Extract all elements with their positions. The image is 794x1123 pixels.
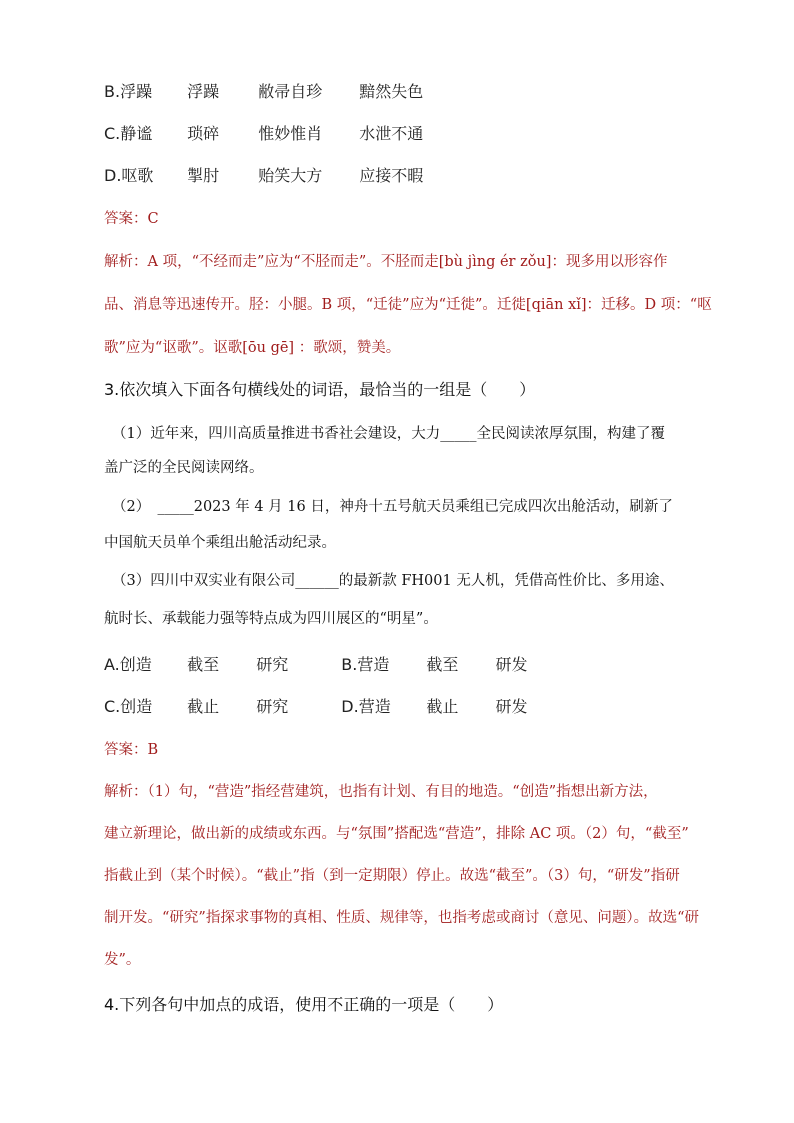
analysis-1-line: 品、消息等迅速传开。胫：小腿。B 项，“迁徒”应为“迁徙”。迁徙[qiān xǐ]：迁移。D 项：“呕 [104, 297, 712, 313]
sentence-2-line: 中国航天员单个乘组出舱活动纪录。 [104, 535, 336, 551]
option-item: 研究 [256, 697, 289, 716]
analysis-1-line: 解析：A 项，“不经而走”应为“不胫而走”。不胫而走[bù jìng ér zǒu]：现多用以形容作 [104, 254, 668, 270]
option-item: 水泄不通 [359, 124, 424, 143]
option-item: 研发 [495, 697, 528, 716]
option-item: 截至 [426, 655, 459, 674]
analysis-1-line: 歌”应为“讴歌”。讴歌[ōu gē] ：歌颂，赞美。 [104, 340, 401, 356]
option-item: 截至 [187, 655, 220, 674]
option-row-cd [104, 694, 527, 717]
analysis-2-line: 解析：（1）句，“营造”指经营建筑，也指有计划、有目的地造。“创造”指想出新方法， [104, 784, 658, 800]
answer-1: 答案：C [104, 211, 159, 227]
option-label: A.创造 [104, 655, 152, 674]
option-label: D.呕歌 [104, 166, 154, 185]
option-item: 截止 [187, 697, 220, 716]
option-row-d [104, 163, 423, 186]
analysis-2-line: 指截止到（某个时候）。“截止”指（到一定期限）停止。故选“截至”。（3）句，“研发”指研 [104, 868, 680, 884]
option-item: 黯然失色 [359, 82, 424, 101]
option-item: 研究 [256, 655, 289, 674]
question-4: 4.下列各句中加点的成语，使用不正确的一项是（ ） [104, 995, 504, 1014]
option-item: 敝帚自珍 [258, 82, 323, 101]
option-label: D.营造 [341, 697, 391, 716]
option-item: 琐碎 [187, 124, 220, 143]
option-item: 惟妙惟肖 [258, 124, 323, 143]
sentence-1-line: 盖广泛的全民阅读网络。 [104, 460, 264, 476]
option-item: 浮躁 [187, 82, 220, 101]
option-row-b [104, 79, 423, 102]
option-row-ab [104, 652, 527, 675]
sentence-1-line: （1）近年来，四川高质量推进书香社会建设，大力_____全民阅读浓厚氛围，构建了覆 [112, 426, 665, 442]
option-label: B.浮躁 [104, 82, 153, 101]
sentence-3-line: （3）四川中双实业有限公司______的最新款 FH001 无人机，凭借高性价比、多用途、 [112, 573, 674, 589]
sentence-2-line: （2） _____2023 年 4 月 16 日，神舟十五号航天员乘组已完成四次出舱活动，刷新了 [112, 499, 673, 515]
option-label: C.静谧 [104, 124, 153, 143]
option-label: C.创造 [104, 697, 153, 716]
answer-2: 答案：B [104, 742, 159, 758]
option-item: 应接不暇 [359, 166, 424, 185]
sentence-3-line: 航时长、承载能力强等特点成为四川展区的“明星”。 [104, 611, 438, 627]
option-item: 截止 [426, 697, 459, 716]
option-item: 研发 [495, 655, 528, 674]
analysis-2-line: 发”。 [104, 952, 141, 968]
analysis-2-line: 建立新理论，做出新的成绩或东西。与“氛围”搭配选“营造”，排除 AC 项。（2）句，“截至” [104, 826, 689, 842]
option-item: 掣肘 [187, 166, 220, 185]
option-label: B.营造 [341, 655, 390, 674]
analysis-2-line: 制开发。“研究”指探求事物的真相、性质、规律等，也指考虑或商讨（意见、问题）。故选“研 [104, 910, 699, 926]
option-item: 贻笑大方 [258, 166, 323, 185]
question-3: 3.依次填入下面各句横线处的词语，最恰当的一组是（ ） [104, 380, 536, 399]
option-row-c [104, 121, 423, 144]
